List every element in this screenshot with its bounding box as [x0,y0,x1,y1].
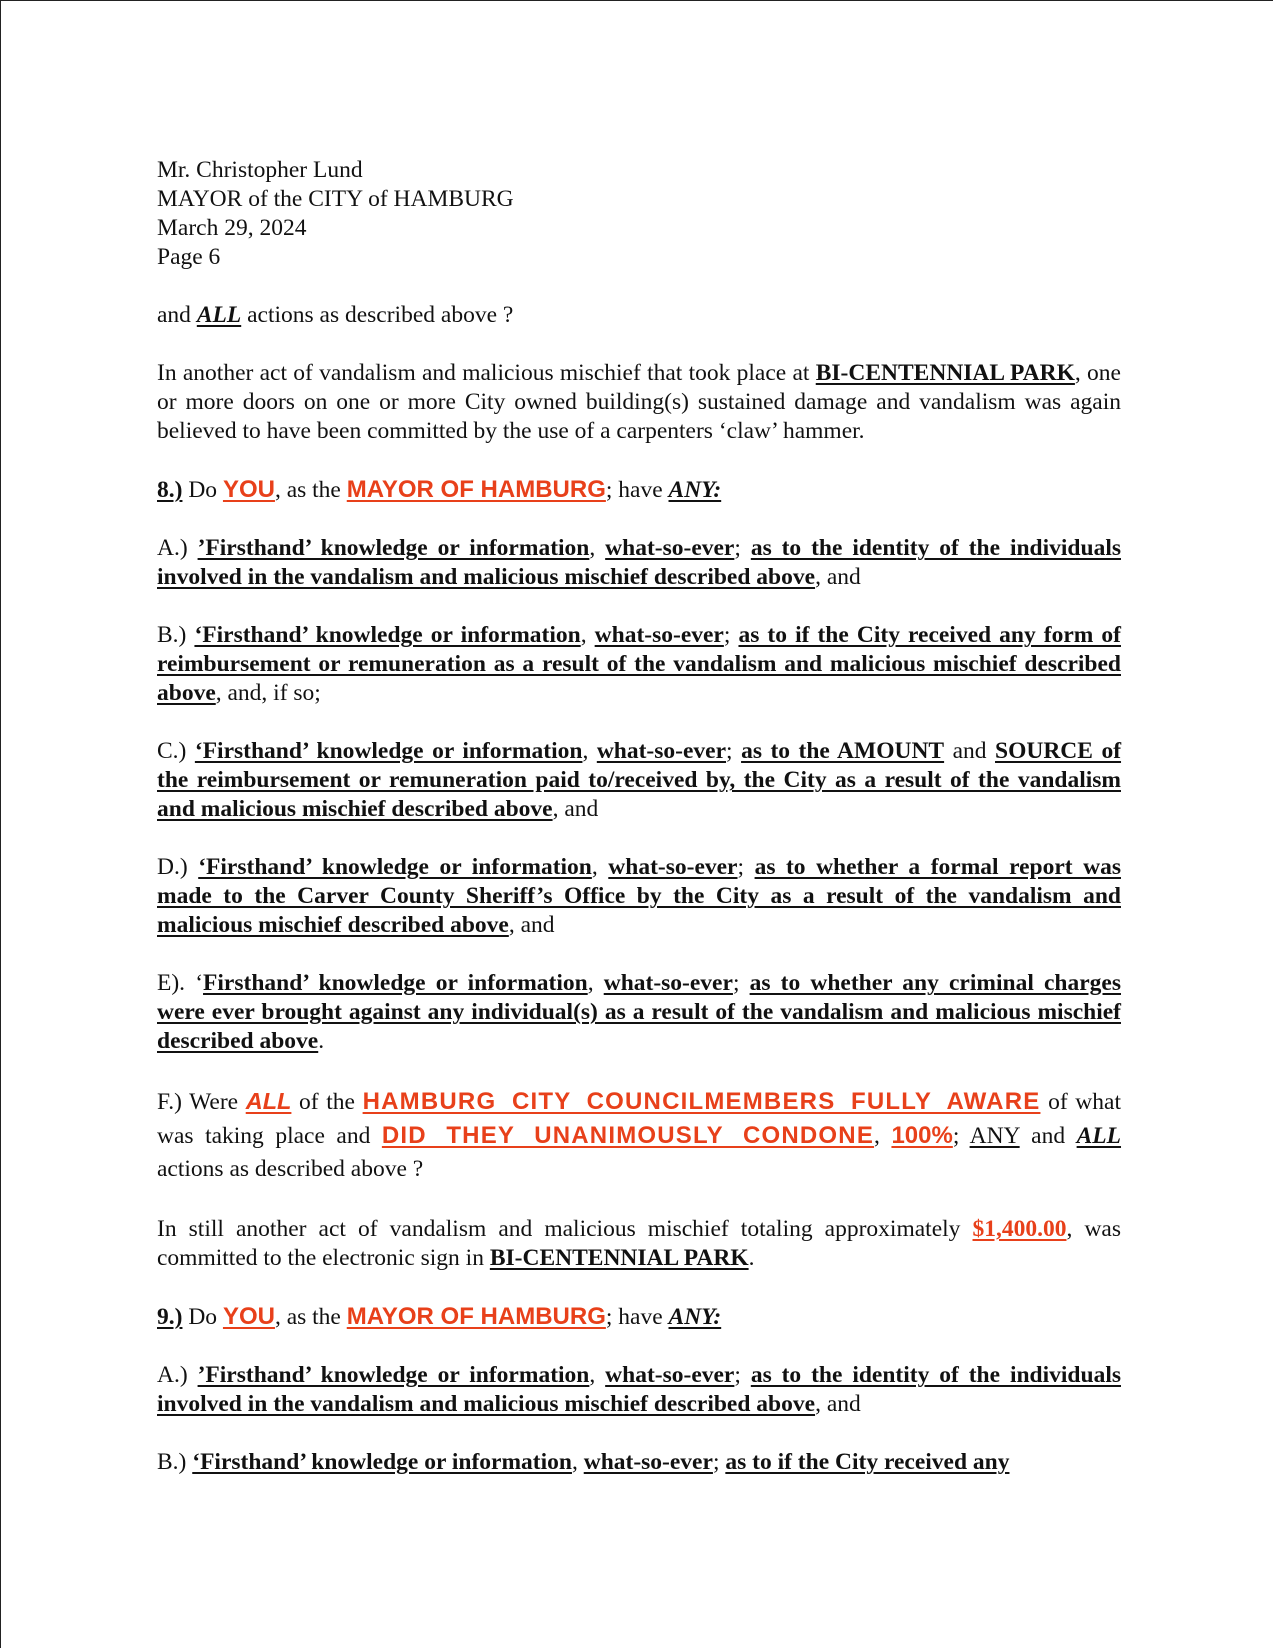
vandalism-paragraph-2: In still another act of vandalism and malicious mischief totaling approximately $1,400.00, was committed to the electronic sign in BI-CENTENNIAL PARK. [157,1216,1122,1271]
question-8-item-c: C.) ‘Firsthand’ knowledge or information, what-so-ever; as to the AMOUNT and SOURCE of the reimbursement or remuneration paid to/received by, the City as a result of the vandalism and malicious mischief described above, and [157,738,1122,822]
intro-line: and ALL actions as described above ? [157,302,514,328]
question-9-heading: 9.) Do YOU, as the MAYOR OF HAMBURG; have ANY: [157,1303,722,1330]
vandalism-paragraph-1: In another act of vandalism and malicious mischief that took place at BI-CENTENNIAL PARK, one or more doors on one or more City owned building(s) sustained damage and vandalism was again believed to have been committed by the use of a carpenters ‘claw’ hammer. [157,360,1121,444]
question-8-item-d: D.) ‘Firsthand’ knowledge or information, what-so-ever; as to whether a formal report was made to the Carver County Sheriff’s Office by the City as a result of the vandalism and malicious mischief described above, and [157,854,1121,938]
question-8-item-a: A.) ’Firsthand’ knowledge or information, what-so-ever; as to the identity of the individuals involved in the vandalism and malicious mischief described above, and [157,535,1121,590]
question-8-item-b: B.) ‘Firsthand’ knowledge or information, what-so-ever; as to if the City received any form of reimbursement or remuneration as a result of the vandalism and malicious mischief described above, and, if so; [157,622,1121,706]
question-8-item-e: E). ‘Firsthand’ knowledge or information, what-so-ever; as to whether any criminal charges were ever brought against any individual(s) as a result of the vandalism and malicious mischief described above. [157,970,1121,1054]
letter-body [157,156,1121,1477]
page-number: Page 6 [157,244,221,270]
question-8-item-f: F.) Were ALL of the HAMBURG CITY COUNCILMEMBERS FULLY AWARE of what was taking place and DID THEY UNANIMOUSLY CONDONE, 100%; ANY and ALL actions as described above ? [157,1088,1122,1182]
letter-header [157,156,1121,272]
question-9-item-b: B.) ‘Firsthand’ knowledge or information, what-so-ever; as to if the City received any [157,1449,1010,1475]
recipient-title: MAYOR of the CITY of HAMBURG [157,186,514,212]
question-9-item-a: A.) ’Firsthand’ knowledge or information, what-so-ever; as to the identity of the individuals involved in the vandalism and malicious mischief described above, and [157,1362,1121,1417]
question-8-heading: 8.) Do YOU, as the MAYOR OF HAMBURG; have ANY: [157,476,722,503]
recipient-name: Mr. Christopher Lund [157,157,363,183]
letter-date: March 29, 2024 [157,215,307,241]
